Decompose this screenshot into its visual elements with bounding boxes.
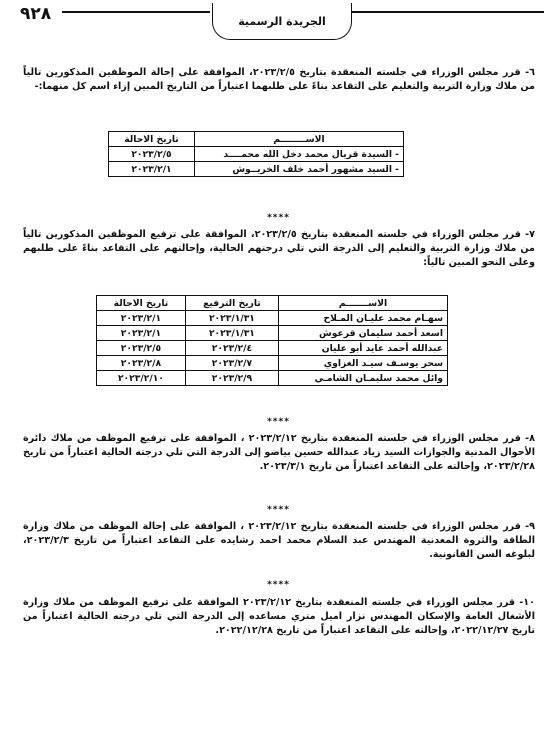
table-row [109,147,404,162]
decision-6: ٦- قرر مجلس الوزراء في جلسته المنعقدة بتاريخ ٢٠٢٣/٢/٥، الموافقة على إحالة الموظفين المذكورين تالياً من ملاك وزارة التربية والتعليم على التقاعد بناءً على طلبهما اعتباراً من التاريخ المبين إزاء اسم كل منهما:- [23,67,535,92]
table-row [97,341,448,356]
cell-promotion-date: ٢٠٢٣/٢/٤ [185,341,278,356]
separator-3: **** [267,505,290,515]
cell-name: سحر يوسـف سيـد الغزاوي [279,356,448,371]
cell-promotion-date: ٢٠٢٣/٢/٩ [185,371,278,386]
header-rule-right [352,11,544,13]
separator-4: **** [267,580,290,590]
cell-name: - السيد مشهور أحمد خلف الخريــوش [195,162,404,177]
cell-promotion-date: ٢٠٢٣/١/٣١ [185,311,278,326]
table-row [97,326,448,341]
col-name: الاســــــــم [195,132,404,147]
separator-1: **** [267,213,290,223]
table-row [97,356,448,371]
page-number: ٩٢٨ [20,4,52,24]
table-header-row [97,296,448,311]
cell-retirement-date: ٢٠٢٣/٢/١ [97,311,186,326]
cell-retirement-date: ٢٠٢٣/٢/٨ [97,356,186,371]
decision-10: ١٠- قرر مجلس الوزراء في جلسته المنعقدة بتاريخ ٢٠٢٣/٢/١٢ الموافقة على ترفيع الموظف من ملاك وزارة الأشغال العامة والإسكان المهندس نزار اميل متري مساعده إلى الدرجة التي تلي درجته الحالية اعتباراً من تاريخ ٢٠٢٢/١٢/٢٧، وإحالته على التقاعد اعتباراً من تاريخ ٢٠٢٢/١٢/٢٨. [23,597,535,636]
decision-7: ٧- قرر مجلس الوزراء في جلسته المنعقدة بتاريخ ٢٠٢٣/٢/٥، الموافقة على ترفيع الموظفين المذكورين تالياً من ملاك وزارة التربية والتعليم إلى الدرجة التي تلي درجتهم الحالية، وإحالتهم على التقاعد بناءً على طلبهم وعلى النحو المبين تالياً: [23,229,535,268]
header-rule-left [62,11,210,13]
cell-name: عبدالله أحمد عايد أبو عليان [279,341,448,356]
cell-name: اسعد أحمد سليمان قرعوش [279,326,448,341]
table-retirees-2 [96,295,448,386]
cell-date: ٢٠٢٣/٢/٥ [109,147,195,162]
decision-8: ٨- قرر مجلس الوزراء في جلسته المنعقدة بتاريخ ٢٠٢٣/٢/١٢ ، الموافقة على ترفيع الموظف من ملاك دائرة الأحوال المدنية والجوازات السيد زياد عبدالله حسين بياضو إلى الدرجة التي تلي درجته الحالية اعتباراً من تاريخ ٢٠٢٣/٢/٢٨، وإحالته على التقاعد اعتباراً من تاريخ ٢٠٢٣/٣/١. [23,433,535,472]
cell-retirement-date: ٢٠٢٣/٢/٥ [97,341,186,356]
table-header-row [109,132,404,147]
col-retirement-date: تاريخ الاحالة [97,296,186,311]
cell-retirement-date: ٢٠٢٣/٢/١ [97,326,186,341]
cell-name: سهـام محمد عليـان المـلاح [279,311,448,326]
table-row [97,371,448,386]
cell-date: ٢٠٢٣/٢/١ [109,162,195,177]
cell-promotion-date: ٢٠٢٣/٢/٧ [185,356,278,371]
cell-name: - السيدة قريال محمد دخل الله محمــــد [195,147,404,162]
decision-9: ٩- قرر مجلس الوزراء في جلسته المنعقدة بتاريخ ٢٠٢٣/٢/١٢ ، الموافقة على إحالة الموظف من ملاك وزارة الطاقة والثروة المعدنية المهندس عبد السلام محمد احمد رشايده على التقاعد اعتباراً من تاريخ ٢٠٢٣/٢/٣، لبلوغه السن القانونية. [23,521,535,560]
cell-promotion-date: ٢٠٢٣/١/٣١ [185,326,278,341]
cell-retirement-date: ٢٠٢٣/٢/١٠ [97,371,186,386]
table-retirees-1 [108,131,404,177]
col-retirement-date: تاريخ الاحالة [109,132,195,147]
separator-2: **** [267,417,290,427]
gazette-header [212,3,352,40]
col-name: الاســـــــم [279,296,448,311]
col-promotion-date: تاريخ الترفيع [185,296,278,311]
table-row [109,162,404,177]
header-title: الجريدة الرسمية [238,14,326,28]
cell-name: وائل محمد سليمـان الشامـي [279,371,448,386]
table-row [97,311,448,326]
